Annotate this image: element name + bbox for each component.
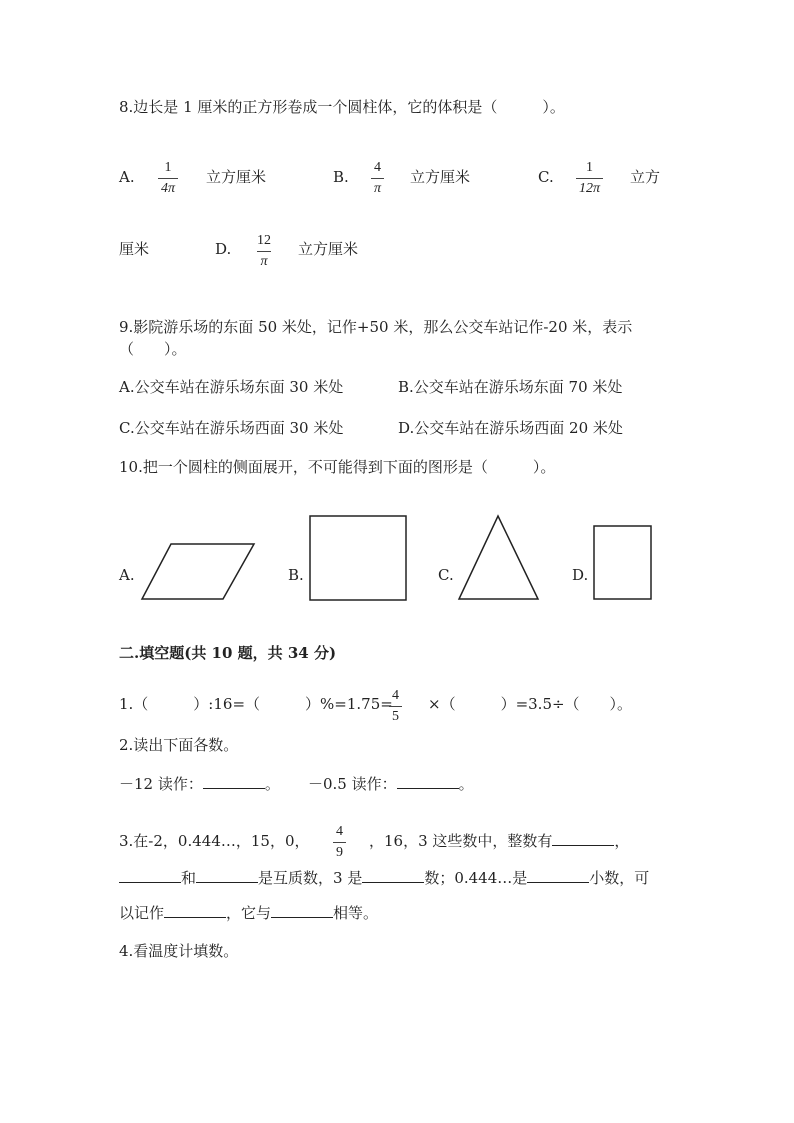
- fill3-line1-rest: [369, 831, 629, 851]
- fill3-line3-part3: 相等。: [333, 904, 379, 922]
- triangle-shape: [457, 514, 541, 602]
- q10-label-c: C.: [438, 566, 454, 584]
- fill1-part1: 1.（ ）:16=（ ）%=1.75=: [119, 695, 393, 713]
- fill2-item2-blank[interactable]: [397, 774, 459, 789]
- fill3-line3-part2: ，它与: [226, 904, 272, 922]
- fill3-line2-can: 小数，可: [589, 869, 650, 887]
- fill3-line2-and: 和: [181, 869, 197, 887]
- fill2-item1-prefix: －12 读作：: [119, 775, 203, 793]
- q8-option-b-unit: 立方厘米: [410, 168, 471, 186]
- fill3-line1-part2: ，16，3 这些数中，整数有: [369, 832, 553, 850]
- q8-option-c-label: C.: [538, 168, 554, 186]
- fill3-line1-end: ，: [614, 832, 630, 850]
- fill2-item1-suffix: 。: [264, 775, 280, 793]
- section-heading: 二.填空题(共 10 题，共 34 分): [119, 644, 337, 662]
- fill1-numerator: 4: [392, 688, 399, 703]
- q8-option-c-unit-part2: 厘米: [119, 240, 150, 258]
- q8-option-d-fraction: [254, 233, 274, 270]
- q9-option-b: B.公交车站在游乐场东面 70 米处: [398, 378, 623, 396]
- q9-option-a: A.公交车站在游乐场东面 30 米处: [119, 378, 344, 396]
- fill3-line2-coprime: 是互质数，3 是: [258, 869, 363, 887]
- fill3-line3-part1: 以记作: [119, 904, 165, 922]
- fill3-line2: [119, 868, 649, 888]
- fill3-line2-decimal: 数；0.444…是: [424, 869, 528, 887]
- fill2-item2-prefix: －0.5 读作：: [308, 775, 397, 793]
- fill3-blank-written-as[interactable]: [164, 903, 226, 918]
- q10-label-b: B.: [288, 566, 304, 584]
- fill3-blank-coprime-b[interactable]: [196, 868, 258, 883]
- fill3-fraction: [333, 824, 346, 861]
- q8-option-b-numerator: 4: [374, 160, 381, 175]
- q8-option-d-denominator: π: [257, 251, 270, 270]
- fill2-item1-blank[interactable]: [203, 774, 265, 789]
- fill2-item1: [119, 774, 280, 794]
- fill2-item2-suffix: 。: [458, 775, 474, 793]
- q9-option-c: C.公交车站在游乐场西面 30 米处: [119, 419, 344, 437]
- fill3-denominator: 9: [333, 842, 346, 861]
- q8-option-c-denominator: 12π: [576, 178, 603, 197]
- q8-option-b-fraction: [371, 160, 384, 197]
- fill3-blank-equals[interactable]: [271, 903, 333, 918]
- q9-stem-line2: （ ）。: [119, 340, 187, 358]
- q8-option-a-label: A.: [119, 168, 135, 186]
- parallelogram-shape: [140, 542, 256, 602]
- q8-option-b-denominator: π: [371, 178, 384, 197]
- q8-option-d-numerator: 12: [257, 233, 271, 248]
- q8-stem: 8.边长是 1 厘米的正方形卷成一个圆柱体，它的体积是（ ）。: [119, 98, 565, 116]
- fill1-part2: ×（ ）=3.5÷（ ）。: [428, 695, 633, 713]
- fill3-numerator: 4: [336, 824, 343, 839]
- q8-option-c-fraction: [576, 160, 603, 197]
- q8-option-c-unit-part1: 立方: [630, 168, 661, 186]
- q10-label-d: D.: [572, 566, 589, 584]
- fill3-line3: [119, 903, 378, 923]
- q8-option-a-numerator: 1: [164, 160, 172, 175]
- fill3-blank-three-is[interactable]: [362, 868, 424, 883]
- rectangle-shape-wide: [308, 514, 408, 602]
- rectangle-shape-tall: [592, 524, 654, 602]
- fill3-blank-decimal-type[interactable]: [527, 868, 589, 883]
- fill1-denominator: 5: [389, 706, 402, 725]
- q9-option-d: D.公交车站在游乐场西面 20 米处: [398, 419, 623, 437]
- q9-stem-line1: 9.影院游乐场的东面 50 米处，记作+50 米，那么公交车站记作-20 米，表示: [119, 318, 633, 336]
- q8-option-a-unit: 立方厘米: [206, 168, 267, 186]
- q8-option-d-label: D.: [215, 240, 232, 258]
- q8-option-a-denominator: 4π: [158, 178, 178, 197]
- fill2-item2: [308, 774, 474, 794]
- q8-option-b-label: B.: [333, 168, 349, 186]
- q8-option-d-unit: 立方厘米: [298, 240, 359, 258]
- fill1-fraction: [389, 688, 402, 725]
- fill4-stem: 4.看温度计填数。: [119, 942, 239, 960]
- fill2-stem: 2.读出下面各数。: [119, 736, 239, 754]
- q8-option-c-numerator: 1: [586, 160, 593, 175]
- q10-stem: 10.把一个圆柱的侧面展开，不可能得到下面的图形是（ ）。: [119, 458, 556, 476]
- q8-option-a-fraction: [158, 160, 178, 197]
- fill3-blank-coprime-a[interactable]: [119, 868, 181, 883]
- q10-label-a: A.: [119, 566, 135, 584]
- fill3-line1-part1: 3.在-2，0.444…，15，0，: [119, 832, 310, 850]
- fill3-blank-integers[interactable]: [552, 831, 614, 846]
